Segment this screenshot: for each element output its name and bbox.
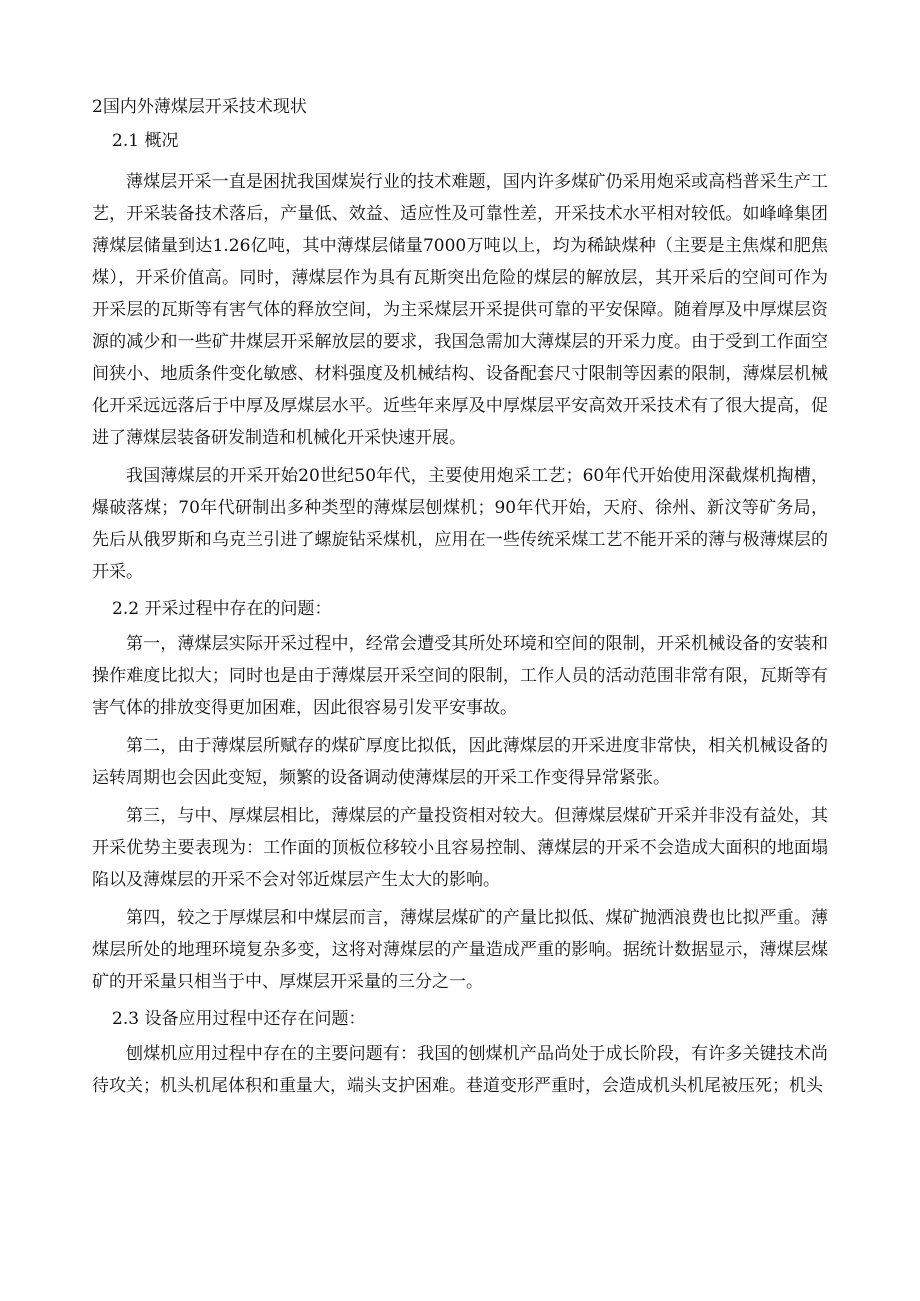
paragraph-2-2-second: 第二，由于薄煤层所赋存的煤矿厚度比拟低，因此薄煤层的开采进度非常快，相关机械设备的运转周期也会因此变短，频繁的设备调动使薄煤层的开采工作变得异常紧张。 <box>92 736 828 788</box>
document-body <box>92 94 828 1102</box>
paragraph-2-1-overview: 薄煤层开采一直是困扰我国煤炭行业的技术难题，国内许多煤矿仍采用炮采或高档普采生产工艺，开采装备技术落后，产量低、效益、适应性及可靠性差，开采技术水平相对较低。如峰峰集团薄煤层储量到达1.26亿吨，其中薄煤层储量7000万吨以上，均为稀缺煤种（主要是主焦煤和肥焦煤），开采价值高。同时，薄煤层作为具有瓦斯突出危险的煤层的解放层，其开采后的空间可作为开采层的瓦斯等有害气体的释放空间，为主采煤层开采提供可靠的平安保障。随着厚及中厚煤层资源的减少和一些矿井煤层开采解放层的要求，我国急需加大薄煤层的开采力度。由于受到工作面空间狭小、地质条件变化敏感、材料强度及机械结构、设备配套尺寸限制等因素的限制，薄煤层机械化开采远远落后于中厚及厚煤层水平。近些年来厚及中厚煤层平安高效开采技术有了很大提高，促进了薄煤层装备研发制造和机械化开采快速开展。 <box>92 172 828 448</box>
subsection-title-2-1: 2.1 概况 <box>112 131 179 151</box>
paragraph-2-3-problems: 刨煤机应用过程中存在的主要问题有：我国的刨煤机产品尚处于成长阶段，有许多关键技术尚待攻关；机头机尾体积和重量大，端头支护困难。巷道变形严重时，会造成机头机尾被压死；机头 <box>92 1044 828 1096</box>
paragraph-2-2-third: 第三，与中、厚煤层相比，薄煤层的产量投资相对较大。但薄煤层煤矿开采并非没有益处，其开采优势主要表现为：工作面的顶板位移较小且容易控制、薄煤层的开采不会造成大面积的地面塌陷以及薄煤层的开采不会对邻近煤层产生太大的影响。 <box>92 806 828 890</box>
paragraph-2-1-history: 我国薄煤层的开采开始20世纪50年代，主要使用炮采工艺；60年代开始使用深截煤机掏槽，爆破落煤；70年代研制出多种类型的薄煤层刨煤机；90年代开始，天府、徐州、新汶等矿务局，先后从俄罗斯和乌克兰引进了螺旋钻采煤机，应用在一些传统采煤工艺不能开采的薄与极薄煤层的开采。 <box>92 466 828 582</box>
subsection-title-2-2: 2.2 开采过程中存在的问题： <box>112 599 332 619</box>
section-title: 2国内外薄煤层开采技术现状 <box>92 97 307 117</box>
paragraph-2-2-fourth: 第四，较之于厚煤层和中煤层而言，薄煤层煤矿的产量比拟低、煤矿抛洒浪费也比拟严重。薄煤层所处的地理环境复杂多变，这将对薄煤层的产量造成严重的影响。据统计数据显示，薄煤层煤矿的开采量只相当于中、厚煤层开采量的三分之一。 <box>92 908 828 992</box>
subsection-title-2-3: 2.3 设备应用过程中还存在问题： <box>112 1009 366 1029</box>
paragraph-2-2-first: 第一，薄煤层实际开采过程中，经常会遭受其所处环境和空间的限制，开采机械设备的安装和操作难度比拟大；同时也是由于薄煤层开采空间的限制，工作人员的活动范围非常有限，瓦斯等有害气体的排放变得更加困难，因此很容易引发平安事故。 <box>92 634 828 718</box>
